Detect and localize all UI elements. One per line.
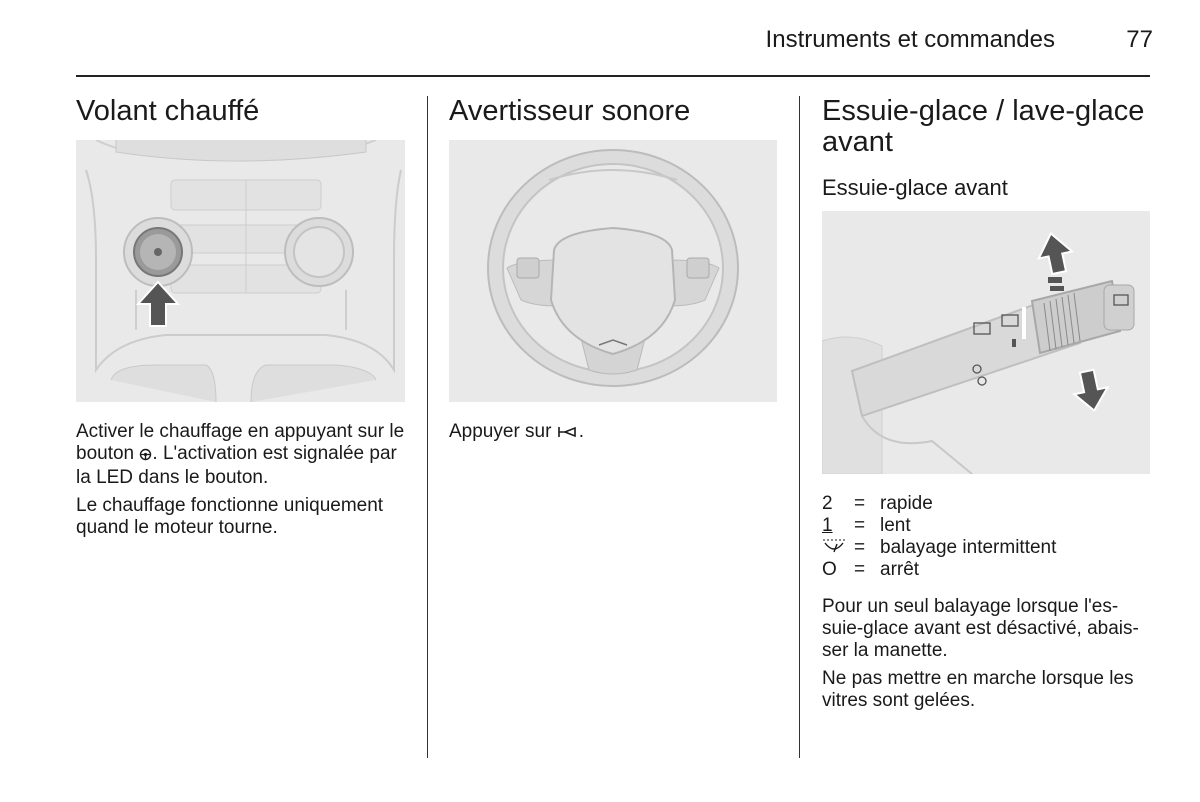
- legend-row-arret: [822, 559, 1152, 581]
- heated-steering-wheel-icon: [139, 445, 152, 467]
- column2-text: [449, 421, 779, 445]
- column3-text: [822, 596, 1152, 712]
- header-rule: [76, 75, 1150, 77]
- legend-row-lent: [822, 515, 1152, 537]
- legend-symbol-icon-wrapper: [822, 537, 854, 559]
- column-wipers: [822, 96, 1152, 201]
- column-heated-wheel: [76, 96, 406, 127]
- heading-volant-chauffe: Volant chauffé: [76, 95, 260, 127]
- legend-symbol: 2: [822, 493, 833, 514]
- section-title: Instruments et commandes: [765, 26, 1055, 53]
- column-divider: [799, 96, 800, 758]
- paragraph: [76, 421, 406, 489]
- legend-equals: =: [854, 559, 866, 580]
- wiper-legend: [822, 493, 1152, 581]
- figure-steering-wheel: [449, 140, 777, 402]
- paragraph: [449, 421, 779, 445]
- legend-text: balayage intermittent: [880, 537, 1057, 558]
- legend-row-rapide: [822, 493, 1152, 515]
- legend-text: lent: [880, 515, 911, 536]
- legend-symbol: 1: [822, 515, 833, 536]
- text-fragment: . L'activation est signalée par la LED dans le bouton.: [76, 443, 397, 488]
- paragraph: Pour un seul balayage lorsque l'essuie-glace avant est désactivé, abaisser la manette.: [822, 596, 1139, 661]
- legend-equals: =: [854, 493, 866, 514]
- column1-text: [76, 421, 406, 539]
- paragraph: Le chauffage fonctionne uniquement quand le moteur tourne.: [76, 495, 384, 538]
- subheading-essuie-glace-avant: Essuie-glace avant: [822, 175, 1008, 200]
- heading-avertisseur-sonore: Avertisseur sonore: [449, 95, 691, 127]
- text-fragment: .: [578, 421, 585, 442]
- paragraph: Ne pas mettre en marche lorsque les vitres sont gelées.: [822, 668, 1134, 711]
- column-horn: [449, 96, 779, 127]
- text-fragment: Activer le chauffage en appuyant sur le bouton: [76, 421, 405, 464]
- column-divider: [427, 96, 428, 758]
- legend-text: rapide: [880, 493, 933, 514]
- horn-icon: [557, 423, 579, 445]
- page-number: 77: [1126, 26, 1153, 53]
- text-fragment: Appuyer sur: [449, 421, 557, 442]
- figure-heated-wheel-button: [76, 140, 405, 402]
- legend-equals: =: [854, 515, 866, 536]
- legend-row-intermittent: [822, 537, 1152, 559]
- legend-text: arrêt: [880, 559, 920, 580]
- figure-wiper-lever: [822, 211, 1150, 474]
- heading-essuie-glace: Essuie-glace / lave-glace avant: [822, 95, 1145, 158]
- legend-symbol: O: [822, 559, 837, 580]
- legend-equals: =: [854, 537, 866, 558]
- intermittent-wipe-icon: [822, 537, 846, 559]
